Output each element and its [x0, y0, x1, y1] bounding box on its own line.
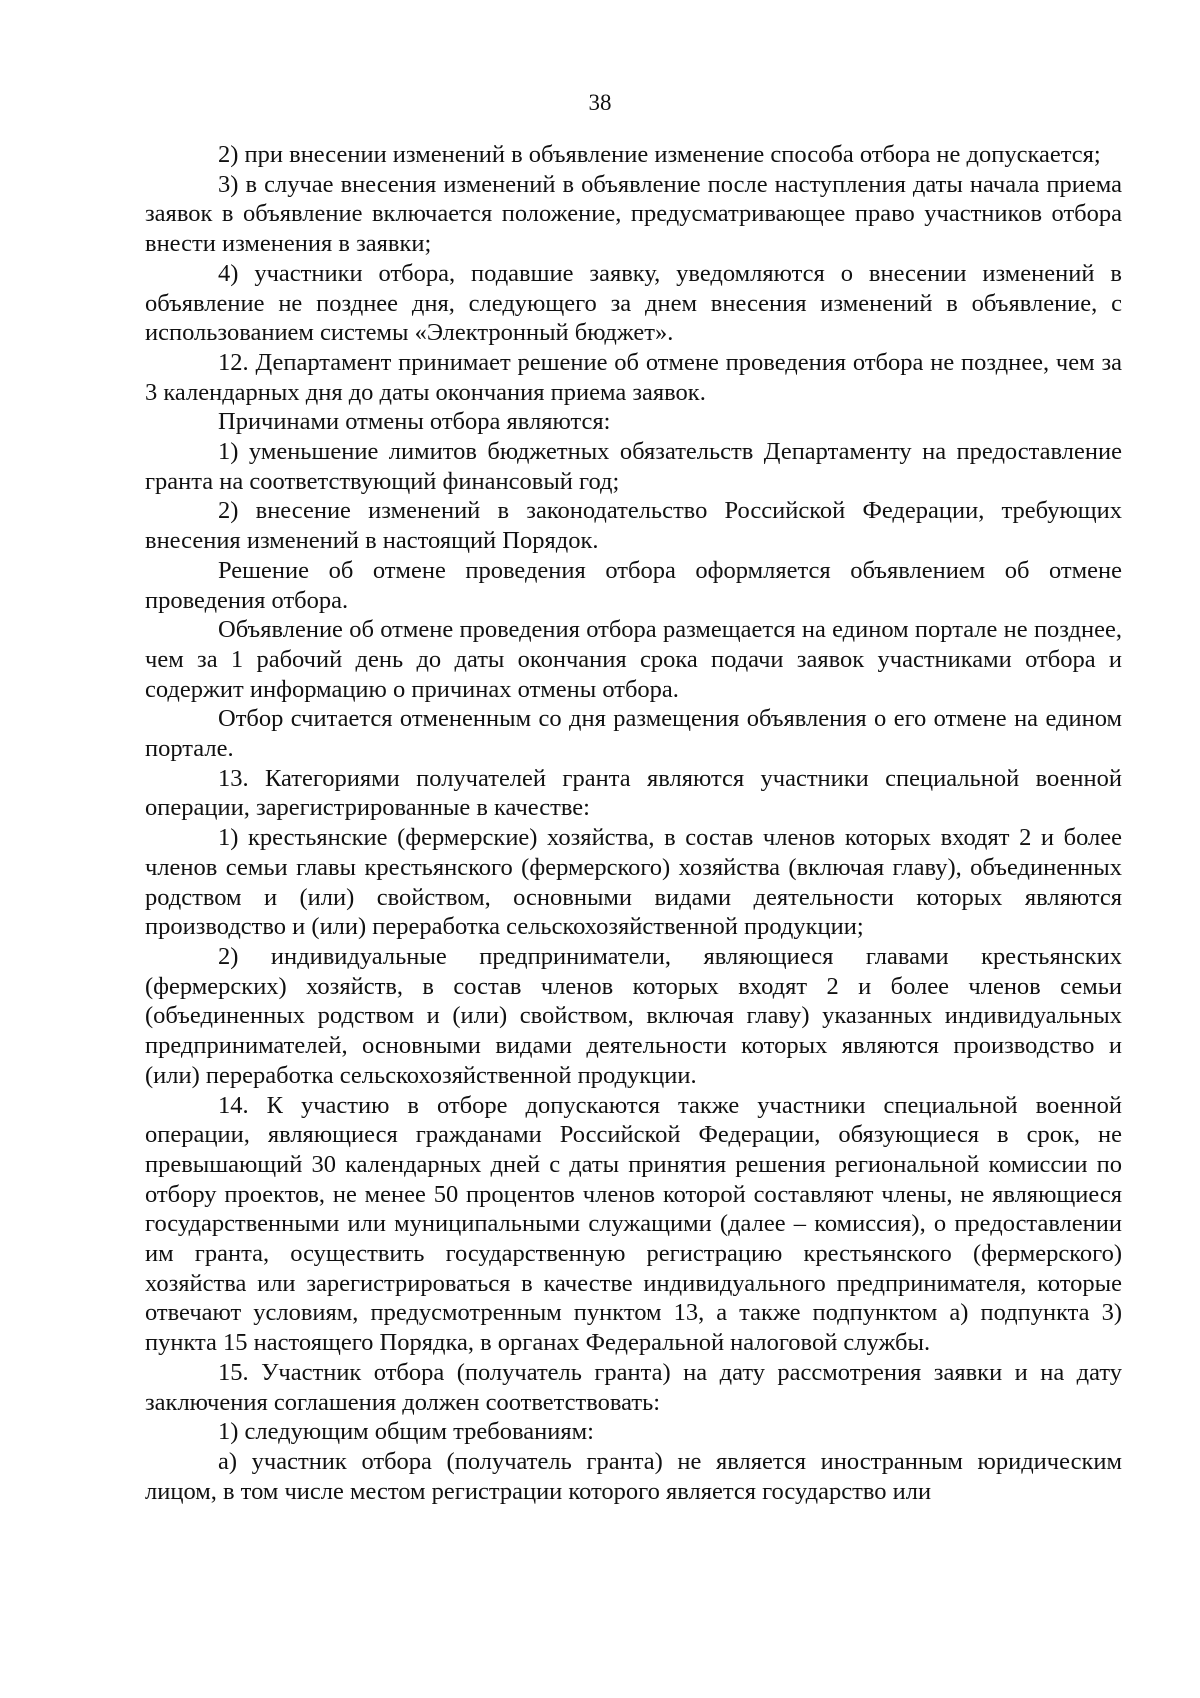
paragraph-12-cancellation-decision: 12. Департамент принимает решение об отмене проведения отбора не позднее, чем за 3 календарных дня до даты окончания приема заявок. [145, 348, 1122, 406]
page-number: 38 [588, 90, 612, 115]
document-body [145, 140, 1122, 1506]
paragraph-reason-1: 1) уменьшение лимитов бюджетных обязательств Департаменту на предоставление гранта на соответствующий финансовый год; [145, 438, 1122, 495]
paragraph-15-requirements: 15. Участник отбора (получатель гранта) на дату рассмотрения заявки и на дату заключения соглашения должен соответствовать: [145, 1358, 1122, 1416]
paragraph-4-notification: 4) участники отбора, подавшие заявку, уведомляются о внесении изменений в объявление не позднее дня, следующего за днем внесения изменений в объявление, с использованием системы «Электронный бюджет». [145, 259, 1122, 347]
paragraph-cancellation-reasons: Причинами отмены отбора являются: [218, 408, 611, 436]
paragraph-14-admission: 14. К участию в отборе допускаются также участники специальной военной операции, являющиеся гражданами Российской Федерации, обязующиеся в срок, не превышающий 30 календарных дней с даты принятия решения региональной комиссии по отбору проектов, не менее 50 процентов членов которой составляют члены, не являющиеся государственными или муниципальными служащими (далее – комиссия), о предоставлении им гранта, осуществить государственную регистрацию крестьянского (фермерского) хозяйства или зарегистрироваться в качестве индивидуального предпринимателя, которые отвечают условиям, предусмотренным пунктом 13, а также подпунктом а) подпункта 3) пункта 15 настоящего Порядка, в органах Федеральной налоговой службы. [145, 1091, 1122, 1357]
paragraph-announcement-placement: Объявление об отмене проведения отбора размещается на едином портале не позднее, чем за 1 рабочий день до даты окончания срока подачи заявок участниками отбора и содержит информацию о причинах отмены отбора. [145, 616, 1122, 703]
paragraph-3-changes-after-start: 3) в случае внесения изменений в объявление после наступления даты начала приема заявок в объявление включается положение, предусматривающее право участников отбора внести изменения в заявки; [145, 170, 1122, 258]
paragraph-general-requirements: 1) следующим общим требованиям: [218, 1418, 594, 1446]
paragraph-cancellation-announcement: Решение об отмене проведения отбора оформляется объявлением об отмене проведения отбора. [145, 556, 1122, 614]
paragraph-cancelled-status: Отбор считается отмененным со дня размещения объявления о его отмене на едином портале. [145, 705, 1122, 763]
paragraph-13-recipient-categories: 13. Категориями получателей гранта являются участники специальной военной операции, зарегистрированные в качестве: [145, 764, 1122, 822]
paragraph-requirement-a: а) участник отбора (получатель гранта) не является иностранным юридическим лицом, в том числе местом регистрации которого является государство или [145, 1447, 1122, 1505]
paragraph-2-no-method-change: 2) при внесении изменений в объявление изменение способа отбора не допускается; [218, 141, 1101, 168]
paragraph-category-1: 1) крестьянские (фермерские) хозяйства, в состав членов которых входят 2 и более членов семьи главы крестьянского (фермерского) хозяйства (включая главу), объединенных родством и (или) свойством, основными видами деятельности которых являются производство и (или) переработка сельскохозяйственной продукции; [145, 824, 1122, 941]
paragraph-category-2: 2) индивидуальные предприниматели, являющиеся главами крестьянских (фермерских) хозяйств, в состав членов которых входят 2 и более членов семьи (объединенных родством и (или) свойством, включая главу) указанных индивидуальных предпринимателей, основными видами деятельности которых являются производство и (или) переработка сельскохозяйственной продукции. [145, 942, 1122, 1089]
paragraph-reason-2: 2) внесение изменений в законодательство Российской Федерации, требующих внесения изменений в настоящий Порядок. [145, 497, 1122, 555]
